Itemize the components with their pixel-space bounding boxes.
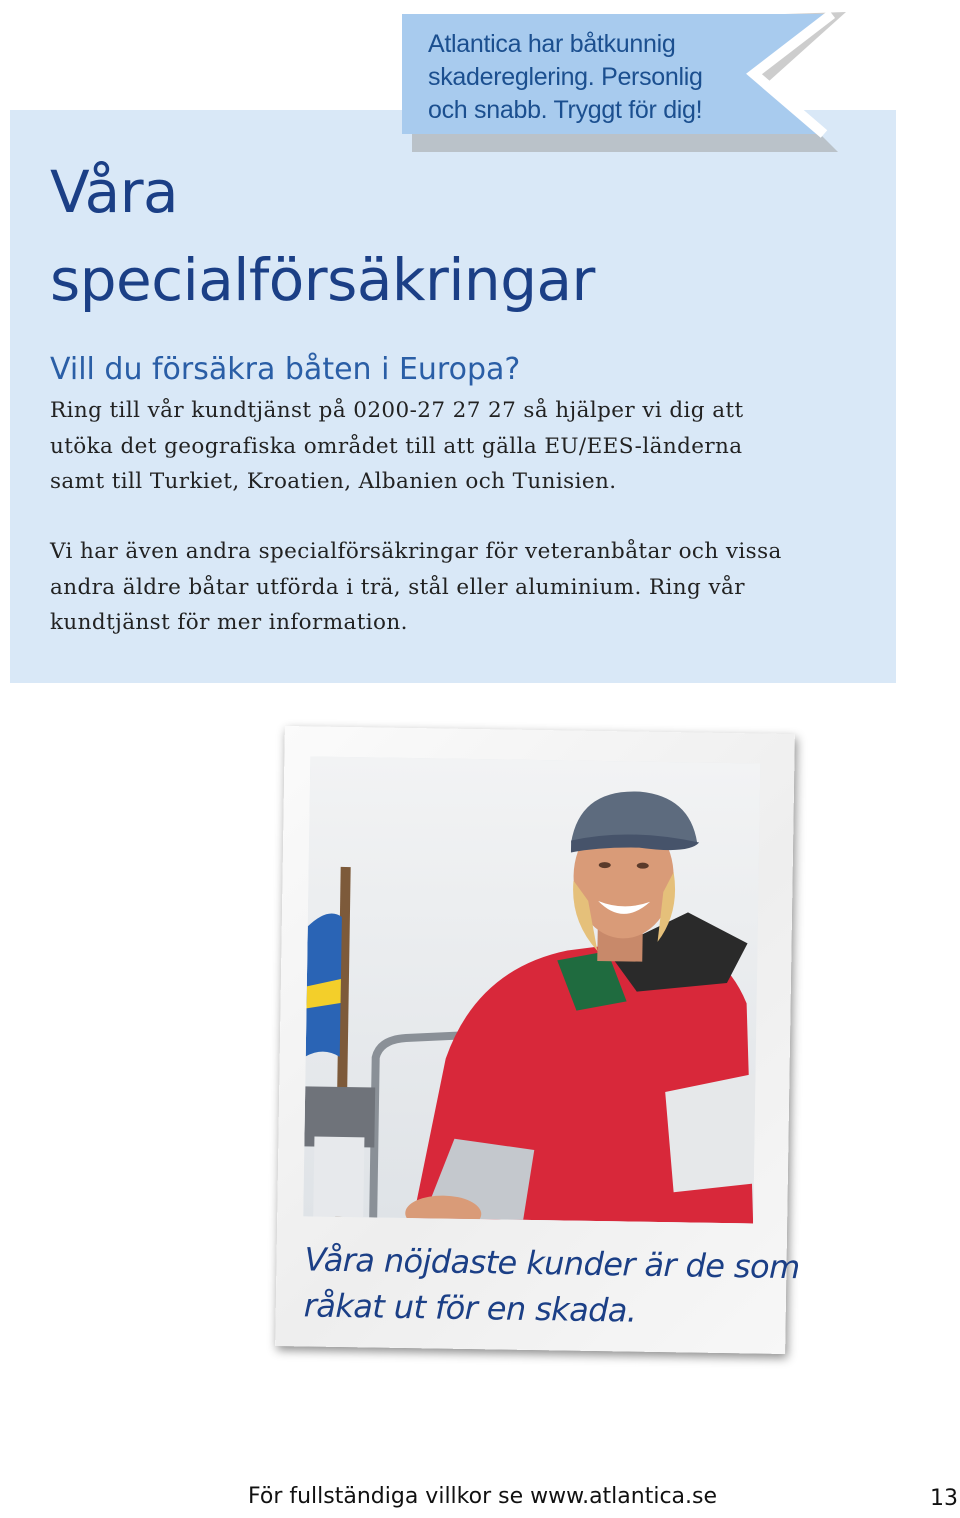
paragraph-line: kundtjänst för mer information. (50, 610, 408, 635)
paragraph-line: andra äldre båtar utförda i trä, stål eller aluminium. Ring vår (50, 574, 745, 600)
europe-paragraph (50, 393, 744, 500)
page-number: 13 (930, 1486, 958, 1511)
section-subtitle: Vill du försäkra båten i Europa? (50, 352, 521, 387)
banner-line: skadereglering. Personlig (428, 63, 703, 91)
paragraph-line: utöka det geografiska området till att gälla EU/EES-länderna (50, 433, 743, 459)
footer-terms-link: För fullständiga villkor se www.atlantica.se (248, 1484, 718, 1509)
paragraph-line: Ring till vår kundtjänst på 0200-27 27 27 så hjälper vi dig att (50, 398, 744, 423)
banner-line: och snabb. Tryggt för dig! (428, 96, 703, 124)
customer-illustration (303, 756, 760, 1223)
page-title (50, 148, 595, 324)
paragraph-line: samt till Turkiet, Kroatien, Albanien och Tunisien. (50, 469, 617, 494)
polaroid-frame (275, 726, 800, 1354)
banner-line: Atlantica har båtkunnig (428, 30, 676, 58)
caption-line: råkat ut för en skada. (303, 1286, 637, 1330)
banner-text (428, 28, 758, 127)
page-title-line: Våra (50, 158, 179, 226)
caption-line: Våra nöjdaste kunder är de som (304, 1240, 800, 1287)
special-insurance-paragraph (50, 534, 782, 641)
customer-photo (303, 756, 760, 1223)
paragraph-line: Vi har även andra specialförsäkringar för veteranbåtar och vissa (50, 539, 782, 564)
banner-callout (392, 6, 862, 166)
page-title-line: specialförsäkringar (50, 246, 595, 314)
photo-caption (303, 1236, 800, 1335)
